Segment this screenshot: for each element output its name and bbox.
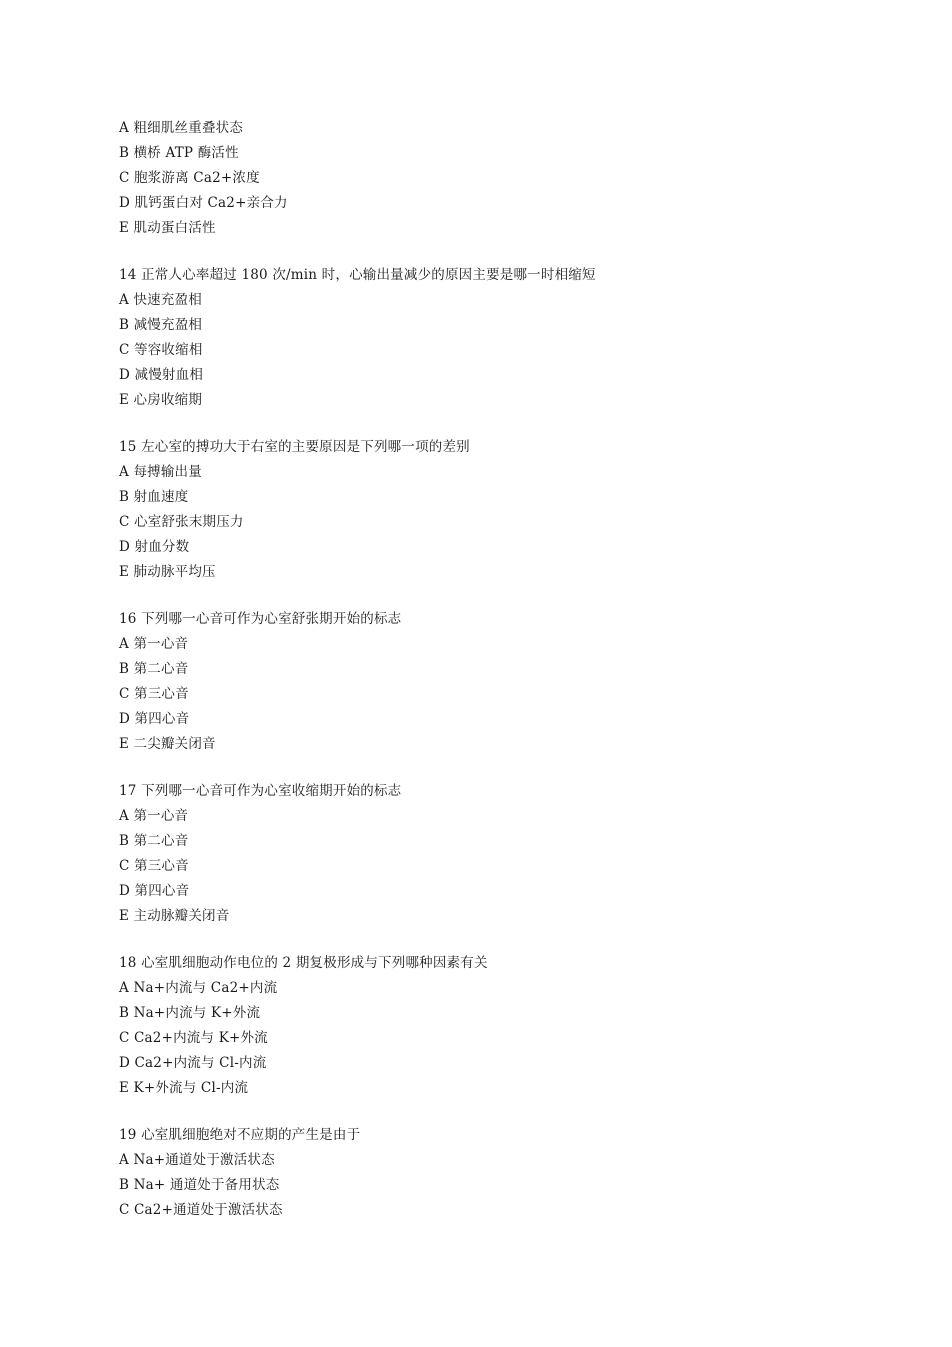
option-d: D Ca2+内流与 Cl-内流 bbox=[119, 1055, 267, 1071]
option-c: C 第三心音 bbox=[119, 858, 189, 874]
option-a: A 快速充盈相 bbox=[119, 292, 202, 308]
option-d: D 减慢射血相 bbox=[119, 367, 204, 383]
option-b: B Na+ 通道处于备用状态 bbox=[119, 1177, 280, 1193]
option-a: A 第一心音 bbox=[119, 808, 189, 824]
option-d: D 射血分数 bbox=[119, 539, 190, 555]
question-block-16 bbox=[119, 607, 879, 757]
question-title: 16 下列哪一心音可作为心室舒张期开始的标志 bbox=[119, 611, 402, 627]
option-a: A 粗细肌丝重叠状态 bbox=[119, 120, 244, 136]
option-b: B Na+内流与 K+外流 bbox=[119, 1005, 261, 1021]
question-block-19 bbox=[119, 1123, 879, 1223]
question-title: 17 下列哪一心音可作为心室收缩期开始的标志 bbox=[119, 783, 402, 799]
option-b: B 第二心音 bbox=[119, 833, 189, 849]
option-c: C 胞浆游离 Ca2+浓度 bbox=[119, 170, 260, 186]
option-e: E 二尖瓣关闭音 bbox=[119, 736, 216, 752]
document-page bbox=[119, 116, 879, 1223]
option-d: D 第四心音 bbox=[119, 711, 190, 727]
option-c: C Ca2+通道处于激活状态 bbox=[119, 1202, 283, 1218]
question-block-13-continued bbox=[119, 116, 879, 241]
question-title: 19 心室肌细胞绝对不应期的产生是由于 bbox=[119, 1127, 361, 1143]
question-title: 14 正常人心率超过 180 次/min 时，心输出量减少的原因主要是哪一时相缩短 bbox=[119, 267, 596, 283]
option-b: B 第二心音 bbox=[119, 661, 189, 677]
option-b: B 横桥 ATP 酶活性 bbox=[119, 145, 239, 161]
question-block-18 bbox=[119, 951, 879, 1101]
option-b: B 减慢充盈相 bbox=[119, 317, 203, 333]
option-c: C 等容收缩相 bbox=[119, 342, 203, 358]
question-block-14 bbox=[119, 263, 879, 413]
question-title: 15 左心室的搏功大于右室的主要原因是下列哪一项的差别 bbox=[119, 439, 470, 455]
option-e: E 肺动脉平均压 bbox=[119, 564, 216, 580]
option-d: D 肌钙蛋白对 Ca2+亲合力 bbox=[119, 195, 288, 211]
option-e: E K+外流与 Cl-内流 bbox=[119, 1080, 249, 1096]
option-c: C 心室舒张末期压力 bbox=[119, 514, 244, 530]
option-a: A Na+通道处于激活状态 bbox=[119, 1152, 275, 1168]
option-e: E 心房收缩期 bbox=[119, 392, 203, 408]
question-block-15 bbox=[119, 435, 879, 585]
option-c: C Ca2+内流与 K+外流 bbox=[119, 1030, 268, 1046]
option-d: D 第四心音 bbox=[119, 883, 190, 899]
question-title: 18 心室肌细胞动作电位的 2 期复极形成与下列哪种因素有关 bbox=[119, 955, 488, 971]
option-e: E 肌动蛋白活性 bbox=[119, 220, 216, 236]
option-a: A 第一心音 bbox=[119, 636, 189, 652]
question-block-17 bbox=[119, 779, 879, 929]
option-b: B 射血速度 bbox=[119, 489, 189, 505]
option-e: E 主动脉瓣关闭音 bbox=[119, 908, 230, 924]
option-a: A 每搏输出量 bbox=[119, 464, 202, 480]
option-a: A Na+内流与 Ca2+内流 bbox=[119, 980, 278, 996]
option-c: C 第三心音 bbox=[119, 686, 189, 702]
